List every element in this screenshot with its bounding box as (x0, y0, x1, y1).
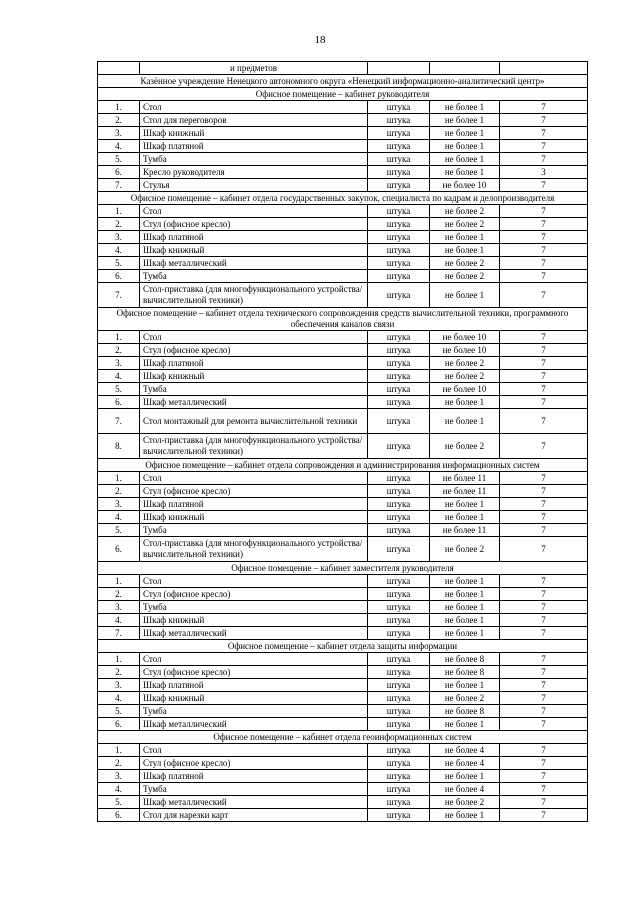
table-row (98, 757, 588, 770)
table-row (98, 283, 588, 308)
service-years-cell: 7 (500, 344, 588, 357)
row-number-cell: 7. (98, 409, 140, 434)
table-row (98, 357, 588, 370)
quantity-cell: не более 1 (430, 601, 500, 614)
item-name-cell: Стол (140, 101, 368, 114)
unit-cell: штука (368, 472, 430, 485)
unit-cell: штука (368, 231, 430, 244)
item-name-cell: Стол-приставка (для многофункционального устройства/вычислительной техники) (140, 537, 368, 562)
row-number-cell: 7. (98, 283, 140, 308)
table-row (98, 257, 588, 270)
service-years-cell: 7 (500, 485, 588, 498)
item-name-cell: Шкаф металлический (140, 257, 368, 270)
table-row (98, 783, 588, 796)
row-number-cell: 3. (98, 601, 140, 614)
quantity-cell: не более 1 (430, 283, 500, 308)
quantity-cell: не более 2 (430, 692, 500, 705)
table-row (98, 705, 588, 718)
service-years-cell: 7 (500, 524, 588, 537)
item-name-cell: Стул (офисное кресло) (140, 666, 368, 679)
item-name-cell: Стул (офисное кресло) (140, 485, 368, 498)
item-name-cell: Шкаф металлический (140, 796, 368, 809)
table-row (98, 614, 588, 627)
service-years-cell: 7 (500, 627, 588, 640)
item-name-cell: Шкаф металлический (140, 396, 368, 409)
service-years-cell: 7 (500, 809, 588, 822)
quantity-cell: не более 1 (430, 140, 500, 153)
quantity-cell: не более 2 (430, 257, 500, 270)
table-header-continuation-row (98, 62, 588, 75)
header-empty-cell (98, 62, 140, 75)
row-number-cell: 1. (98, 101, 140, 114)
table-body (98, 62, 588, 822)
table-row (98, 434, 588, 459)
service-years-cell: 7 (500, 575, 588, 588)
service-years-cell: 7 (500, 218, 588, 231)
item-name-cell: Стул (офисное кресло) (140, 344, 368, 357)
table-row (98, 166, 588, 179)
quantity-cell: не более 1 (430, 114, 500, 127)
row-number-cell: 3. (98, 498, 140, 511)
institution-name: Казённое учреждение Ненецкого автономного округа «Ненецкий информационно-аналитический центр» (98, 75, 588, 88)
service-years-cell: 3 (500, 166, 588, 179)
table-row (98, 231, 588, 244)
unit-cell: штука (368, 679, 430, 692)
service-years-cell: 7 (500, 383, 588, 396)
row-number-cell: 1. (98, 744, 140, 757)
quantity-cell: не более 11 (430, 472, 500, 485)
table-row (98, 692, 588, 705)
unit-cell: штука (368, 809, 430, 822)
service-years-cell: 7 (500, 409, 588, 434)
row-number-cell: 1. (98, 653, 140, 666)
row-number-cell: 2. (98, 114, 140, 127)
service-years-cell: 7 (500, 653, 588, 666)
unit-cell: штука (368, 434, 430, 459)
row-number-cell: 2. (98, 757, 140, 770)
row-number-cell: 5. (98, 153, 140, 166)
service-years-cell: 7 (500, 179, 588, 192)
unit-cell: штука (368, 331, 430, 344)
quantity-cell: не более 1 (430, 627, 500, 640)
service-years-cell: 7 (500, 140, 588, 153)
quantity-cell: не более 1 (430, 244, 500, 257)
unit-cell: штука (368, 614, 430, 627)
quantity-cell: не более 10 (430, 331, 500, 344)
row-number-cell: 3. (98, 679, 140, 692)
unit-cell: штука (368, 344, 430, 357)
unit-cell: штука (368, 257, 430, 270)
service-years-cell: 7 (500, 537, 588, 562)
unit-cell: штука (368, 783, 430, 796)
row-number-cell: 1. (98, 205, 140, 218)
unit-cell: штука (368, 114, 430, 127)
unit-cell: штука (368, 627, 430, 640)
row-number-cell: 4. (98, 244, 140, 257)
unit-cell: штука (368, 205, 430, 218)
service-years-cell: 7 (500, 396, 588, 409)
quantity-cell: не более 2 (430, 357, 500, 370)
unit-cell: штука (368, 666, 430, 679)
item-name-cell: Стол (140, 472, 368, 485)
quantity-cell: не более 10 (430, 179, 500, 192)
header-cell-unit (368, 62, 430, 75)
item-name-cell: Шкаф книжный (140, 511, 368, 524)
item-name-cell: Тумба (140, 524, 368, 537)
item-name-cell: Кресло руководителя (140, 166, 368, 179)
item-name-cell: Шкаф платяной (140, 498, 368, 511)
section-title: Офисное помещение – кабинет отдела государственных закупок, специалиста по кадрам и делопроизводителя (98, 192, 588, 205)
row-number-cell: 6. (98, 809, 140, 822)
service-years-cell: 7 (500, 101, 588, 114)
quantity-cell: не более 1 (430, 127, 500, 140)
unit-cell: штука (368, 370, 430, 383)
table-row (98, 409, 588, 434)
item-name-cell: Стулья (140, 179, 368, 192)
item-name-cell: Стол-приставка (для многофункционального устройства/вычислительной техники) (140, 434, 368, 459)
item-name-cell: Стул (офисное кресло) (140, 218, 368, 231)
unit-cell: штука (368, 166, 430, 179)
table-row (98, 244, 588, 257)
section-title-row (98, 308, 588, 331)
header-cell-years (500, 62, 588, 75)
unit-cell: штука (368, 485, 430, 498)
unit-cell: штука (368, 770, 430, 783)
item-name-cell: Стол-приставка (для многофункционального устройства/вычислительной техники) (140, 283, 368, 308)
service-years-cell: 7 (500, 601, 588, 614)
service-years-cell: 7 (500, 783, 588, 796)
unit-cell: штука (368, 283, 430, 308)
item-name-cell: Шкаф платяной (140, 140, 368, 153)
quantity-cell: не более 4 (430, 757, 500, 770)
service-years-cell: 7 (500, 614, 588, 627)
table-row (98, 140, 588, 153)
unit-cell: штука (368, 409, 430, 434)
row-number-cell: 3. (98, 127, 140, 140)
section-title-row (98, 562, 588, 575)
table-row (98, 383, 588, 396)
row-number-cell: 5. (98, 383, 140, 396)
unit-cell: штука (368, 179, 430, 192)
quantity-cell: не более 1 (430, 498, 500, 511)
item-name-cell: Тумба (140, 783, 368, 796)
unit-cell: штука (368, 511, 430, 524)
quantity-cell: не более 1 (430, 153, 500, 166)
row-number-cell: 4. (98, 783, 140, 796)
row-number-cell: 2. (98, 485, 140, 498)
table-row (98, 666, 588, 679)
quantity-cell: не более 2 (430, 537, 500, 562)
quantity-cell: не более 1 (430, 575, 500, 588)
table-row (98, 770, 588, 783)
service-years-cell: 7 (500, 244, 588, 257)
row-number-cell: 6. (98, 270, 140, 283)
item-name-cell: Стол (140, 575, 368, 588)
unit-cell: штука (368, 653, 430, 666)
table-row (98, 153, 588, 166)
row-number-cell: 2. (98, 666, 140, 679)
row-number-cell: 2. (98, 218, 140, 231)
row-number-cell: 6. (98, 718, 140, 731)
row-number-cell: 5. (98, 796, 140, 809)
unit-cell: штука (368, 601, 430, 614)
row-number-cell: 7. (98, 627, 140, 640)
header-category-cell: и предметов (140, 62, 368, 75)
row-number-cell: 2. (98, 588, 140, 601)
section-title: Офисное помещение – кабинет заместителя руководителя (98, 562, 588, 575)
row-number-cell: 6. (98, 166, 140, 179)
row-number-cell: 8. (98, 434, 140, 459)
section-title: Офисное помещение – кабинет руководителя (98, 88, 588, 101)
unit-cell: штука (368, 588, 430, 601)
service-years-cell: 7 (500, 283, 588, 308)
unit-cell: штука (368, 153, 430, 166)
table-row (98, 472, 588, 485)
service-years-cell: 7 (500, 718, 588, 731)
item-name-cell: Стул (офисное кресло) (140, 588, 368, 601)
service-years-cell: 7 (500, 796, 588, 809)
item-name-cell: Стул (офисное кресло) (140, 757, 368, 770)
item-name-cell: Стол (140, 653, 368, 666)
unit-cell: штука (368, 383, 430, 396)
institution-row (98, 75, 588, 88)
service-years-cell: 7 (500, 331, 588, 344)
service-years-cell: 7 (500, 511, 588, 524)
quantity-cell: не более 2 (430, 270, 500, 283)
service-years-cell: 7 (500, 231, 588, 244)
row-number-cell: 3. (98, 231, 140, 244)
quantity-cell: не более 1 (430, 588, 500, 601)
unit-cell: штука (368, 718, 430, 731)
unit-cell: штука (368, 101, 430, 114)
item-name-cell: Стол для переговоров (140, 114, 368, 127)
table-row (98, 575, 588, 588)
quantity-cell: не более 8 (430, 705, 500, 718)
quantity-cell: не более 1 (430, 511, 500, 524)
section-title: Офисное помещение – кабинет отдела геоинформационных систем (98, 731, 588, 744)
row-number-cell: 7. (98, 179, 140, 192)
unit-cell: штука (368, 270, 430, 283)
quantity-cell: не более 11 (430, 524, 500, 537)
table-row (98, 796, 588, 809)
quantity-cell: не более 1 (430, 679, 500, 692)
table-row (98, 679, 588, 692)
unit-cell: штука (368, 692, 430, 705)
item-name-cell: Шкаф книжный (140, 692, 368, 705)
table-row (98, 511, 588, 524)
table-row (98, 744, 588, 757)
item-name-cell: Тумба (140, 270, 368, 283)
row-number-cell: 3. (98, 357, 140, 370)
table-row (98, 498, 588, 511)
service-years-cell: 7 (500, 114, 588, 127)
service-years-cell: 7 (500, 270, 588, 283)
quantity-cell: не более 10 (430, 344, 500, 357)
unit-cell: штука (368, 357, 430, 370)
header-cell-qty (430, 62, 500, 75)
table-row (98, 485, 588, 498)
section-title-row (98, 459, 588, 472)
table-row (98, 127, 588, 140)
quantity-cell: не более 2 (430, 218, 500, 231)
quantity-cell: не более 8 (430, 653, 500, 666)
unit-cell: штука (368, 218, 430, 231)
quantity-cell: не более 11 (430, 485, 500, 498)
service-years-cell: 7 (500, 757, 588, 770)
item-name-cell: Шкаф книжный (140, 614, 368, 627)
unit-cell: штука (368, 524, 430, 537)
quantity-cell: не более 2 (430, 370, 500, 383)
item-name-cell: Стол для нарезки карт (140, 809, 368, 822)
row-number-cell: 1. (98, 472, 140, 485)
row-number-cell: 3. (98, 770, 140, 783)
quantity-cell: не более 1 (430, 614, 500, 627)
unit-cell: штука (368, 537, 430, 562)
table-row (98, 809, 588, 822)
quantity-cell: не более 1 (430, 166, 500, 179)
item-name-cell: Шкаф книжный (140, 244, 368, 257)
page-number: 18 (314, 34, 326, 46)
table-row (98, 218, 588, 231)
table-row (98, 270, 588, 283)
unit-cell: штука (368, 396, 430, 409)
item-name-cell: Тумба (140, 705, 368, 718)
section-title-row (98, 640, 588, 653)
quantity-cell: не более 1 (430, 770, 500, 783)
section-title-row (98, 731, 588, 744)
service-years-cell: 7 (500, 370, 588, 383)
item-name-cell: Шкаф платяной (140, 357, 368, 370)
quantity-cell: не более 2 (430, 796, 500, 809)
table-row (98, 653, 588, 666)
unit-cell: штука (368, 127, 430, 140)
item-name-cell: Шкаф металлический (140, 627, 368, 640)
row-number-cell: 1. (98, 331, 140, 344)
row-number-cell: 5. (98, 257, 140, 270)
item-name-cell: Тумба (140, 383, 368, 396)
quantity-cell: не более 2 (430, 205, 500, 218)
unit-cell: штука (368, 744, 430, 757)
table-row (98, 370, 588, 383)
quantity-cell: не более 2 (430, 434, 500, 459)
table-row (98, 331, 588, 344)
row-number-cell: 5. (98, 524, 140, 537)
service-years-cell: 7 (500, 770, 588, 783)
table-row (98, 205, 588, 218)
quantity-cell: не более 1 (430, 809, 500, 822)
service-years-cell: 7 (500, 588, 588, 601)
row-number-cell: 1. (98, 575, 140, 588)
quantity-cell: не более 8 (430, 666, 500, 679)
quantity-cell: не более 4 (430, 744, 500, 757)
row-number-cell: 6. (98, 396, 140, 409)
unit-cell: штука (368, 498, 430, 511)
item-name-cell: Тумба (140, 153, 368, 166)
service-years-cell: 7 (500, 472, 588, 485)
section-title: Офисное помещение – кабинет отдела технического сопровождения средств вычислительной техники, программного обеспечения каналов связи (98, 308, 588, 331)
service-years-cell: 7 (500, 205, 588, 218)
item-name-cell: Шкаф металлический (140, 718, 368, 731)
row-number-cell: 4. (98, 140, 140, 153)
quantity-cell: не более 1 (430, 101, 500, 114)
quantity-cell: не более 1 (430, 396, 500, 409)
quantity-cell: не более 1 (430, 718, 500, 731)
row-number-cell: 4. (98, 614, 140, 627)
row-number-cell: 6. (98, 537, 140, 562)
row-number-cell: 2. (98, 344, 140, 357)
quantity-cell: не более 1 (430, 231, 500, 244)
service-years-cell: 7 (500, 257, 588, 270)
quantity-cell: не более 1 (430, 409, 500, 434)
item-name-cell: Стол (140, 744, 368, 757)
quantity-cell: не более 4 (430, 783, 500, 796)
item-name-cell: Стол монтажный для ремонта вычислительной техники (140, 409, 368, 434)
service-years-cell: 7 (500, 434, 588, 459)
service-years-cell: 7 (500, 692, 588, 705)
table-row (98, 114, 588, 127)
unit-cell: штука (368, 705, 430, 718)
table-row (98, 601, 588, 614)
table-row (98, 101, 588, 114)
service-years-cell: 7 (500, 357, 588, 370)
table-row (98, 396, 588, 409)
unit-cell: штука (368, 140, 430, 153)
service-years-cell: 7 (500, 498, 588, 511)
item-name-cell: Стол (140, 331, 368, 344)
table-row (98, 718, 588, 731)
section-title-row (98, 88, 588, 101)
service-years-cell: 7 (500, 666, 588, 679)
row-number-cell: 4. (98, 370, 140, 383)
row-number-cell: 5. (98, 705, 140, 718)
row-number-cell: 4. (98, 511, 140, 524)
item-name-cell: Шкаф платяной (140, 770, 368, 783)
item-name-cell: Тумба (140, 601, 368, 614)
section-title: Офисное помещение – кабинет отдела защиты информации (98, 640, 588, 653)
service-years-cell: 7 (500, 705, 588, 718)
table-row (98, 344, 588, 357)
service-years-cell: 7 (500, 127, 588, 140)
table-row (98, 537, 588, 562)
item-name-cell: Шкаф платяной (140, 679, 368, 692)
section-title-row (98, 192, 588, 205)
service-years-cell: 7 (500, 153, 588, 166)
item-name-cell: Шкаф платяной (140, 231, 368, 244)
item-name-cell: Шкаф книжный (140, 127, 368, 140)
service-years-cell: 7 (500, 744, 588, 757)
quantity-cell: не более 10 (430, 383, 500, 396)
item-name-cell: Шкаф книжный (140, 370, 368, 383)
row-number-cell: 4. (98, 692, 140, 705)
unit-cell: штука (368, 757, 430, 770)
unit-cell: штука (368, 796, 430, 809)
unit-cell: штука (368, 575, 430, 588)
item-name-cell: Стол (140, 205, 368, 218)
table-row (98, 179, 588, 192)
furniture-norms-table (97, 61, 588, 822)
table-row (98, 524, 588, 537)
section-title: Офисное помещение – кабинет отдела сопровождения и администрирования информационных систем (98, 459, 588, 472)
table-row (98, 627, 588, 640)
unit-cell: штука (368, 244, 430, 257)
table-row (98, 588, 588, 601)
service-years-cell: 7 (500, 679, 588, 692)
